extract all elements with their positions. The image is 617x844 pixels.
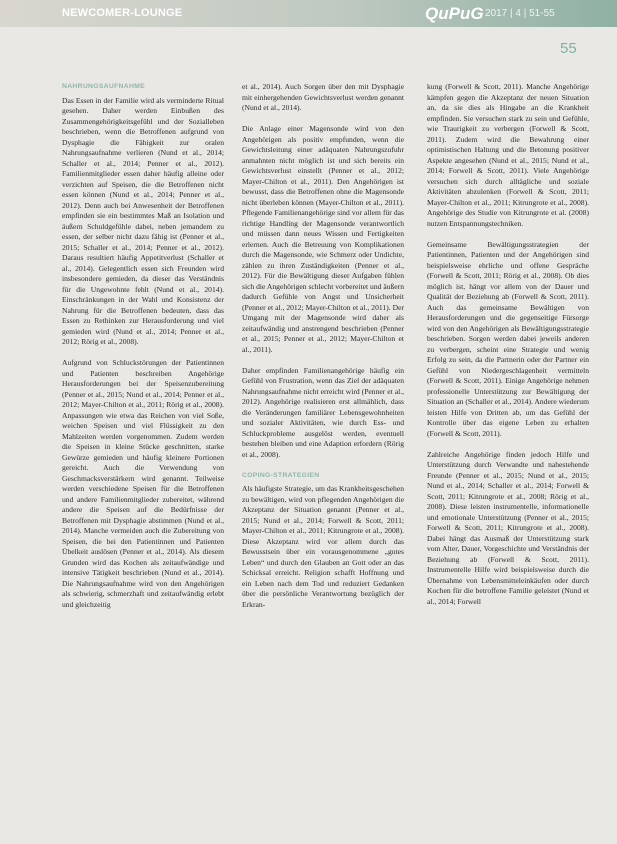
paragraph: Gemeinsame Bewältigungsstrategien der Patientinnen, Patienten und der Angehörigen sind beispielsweise ehrliche und offene Gespräche (Forwell & Scott, 2011; Rörig et al., 2008). Ob dies möglich ist, hängt vor allem von der Dauer und Qualität der Beziehung ab (Forwell & Scott, 2011). Auch das gemeinsame Bewältigen von Herausforderungen und die gegenseitige Fürsorge wird von den Angehörigen als Bewältigungsstrategie beschrieben. Sorgen werden dabei jeweils anderen zu verbergen, scheint eine Strategie und wenig Erfolg zu sein, da die Partnerin oder der Partner ein Gefühl von Niedergeschlagenheit vermitteln (Forwell & Scott, 2011). Einige Angehörige nehmen professionelle Unterstützung zur Bewältigung der Situation an (Schaller et al., 2014). Andere wiederum leisten Hilfe von Dritten ab, um das Gefühl der Kontrolle über das eigene Leben zu erhalten (Forwell & Scott, 2011). — [427, 239, 589, 438]
paragraph: Daher empfinden Familienangehörige häufig ein Gefühl von Frustration, wenn das Ziel der adäquaten Nahrungsaufnahme nicht erreicht wird (Penner et al., 2012). Angehörige realisieren erst allmählich, dass die Veränderungen familiärer Lebensgewohnheiten und sozialer Aktivitäten, wie durch Ess- und Schluckprobleme ausgelöst werden, eventuell bestehen bleiben und eine Adaption erfordern (Rörig et al., 2008). — [242, 365, 404, 459]
paragraph: Zahlreiche Angehörige finden jedoch Hilfe und Unterstützung durch Verwandte und nahestehende Freunde (Penner et al., 2015; Nund et al., 2015; Nund et al., 2014; Schaller et al., 2014; Forwell & Scott, 2011; Kitrungrote et al., 2008; Rörig et al., 2008). Diese leisten instrumentelle, informationelle und emotionale Unterstützung (Penner et al., 2015; Forwell & Scott, 2011; Kitrungrote et al., 2008). Dabei hängt das Ausmaß der Unterstützung stark vom Alter, Dauer, Vorgeschichte und Verständnis der Beziehung ab (Forwell & Scott, 2011). Instrumentelle Hilfe wird beispielsweise durch die Übernahme von Lebensmitteleinkäufen oder durch Kochen für die betroffene Familie geleistet (Nund et al., 2014; Forwell — [427, 449, 589, 606]
text-column-2 — [242, 82, 404, 621]
section-heading-nahrungsaufnahme: NAHRUNGSAUFNAHME — [62, 83, 145, 90]
paragraph: Das Essen in der Familie wird als verminderte Ritual gesehen. Daher werden Einbußen des Zusammengehörigkeitsgefühl und der Sozialleben beschrieben, wenn die Betroffenen aufgrund von Dysphagie die Fähigkeit zur oralen Nahrungsaufnahme verlieren (Nund et al., 2014; Schaller et al., 2014; Penner et al., 2012). Familienmitglieder essen daher häufig alleine oder verzichten auf Speisen, die die Betroffenen nicht essen können (Nund et al., 2014; Penner et al., 2012). Denn auch bei Anwesenheit der Betroffenen empfinden sie ein bestimmtes Maß an Isolation und äußern Schuldgefühle dabei, neben jemandem zu essen, der selber nicht dazu fähig ist (Penner et al., 2015; Schaller et al., 2014; Penner et al., 2012). Daraus resultiert häufig Appetitverlust (Schaller et al., 2014). Gelegentlich essen sich Freunden wird insbesondere gemieden, da dieser das Verständnis für die Ungewohnte fehlt (Nund et al., 2014). Einschränkungen in der Wahl und Konsistenz der Nahrung für die Betroffenen bedeuten, dass das Essen zu Rethinken zur Herausforderung und viel gemieden wird (Nund et al., 2014; Penner et al., 2012; Rörig et al., 2008). — [62, 95, 224, 346]
page-number: 55 — [560, 40, 577, 57]
paragraph: Aufgrund von Schluckstörungen der Patientinnen und Patienten beschreiben Angehörige Herausforderungen bei der Speisenzubereitung (Penner et al., 2015; Nund et al., 2014; Penner et al., 2012; Mayer-Chilton et al., 2011; Rörig et al., 2008). Anpassungen wie etwa das Reichen von viel Soße, weichen Speisen und viel Flüssigkeit zu den Mahlzeiten werden vorgenommen. Zudem werden die Speisen in kleine Stücke geschnitten, starke Gewürze gemieden und häufig kleinere Portionen gereicht. Auch die Verwendung von Geschmacksverstärkern wird genannt. Teilweise werden verschiedene Speisen für die Betroffenen und andere Familienmitglieder zubereitet, während andere die Speisen auf die Bedürfnisse der Betroffenen mit Dysphagie abstimmen (Nund et al., 2014). Manche vermeiden auch die Zubereitung von Speisen, die bei den Patientinnen und Patienten Übelkeit auslösen (Penner et al., 2014). Als diesem Grunden wird das Kochen als zeitaufwändige und intensive Tätigkeit beschrieben (Nund et al., 2014). Die Nahrungsaufnahme wird von den Angehörigen als schwierig, schmerzhaft und zeitaufwändig erlebt und gleichzeitig — [62, 358, 224, 609]
header-bar — [0, 0, 617, 27]
text-column-1 — [62, 82, 224, 621]
journal-logo: QuPuG — [425, 4, 484, 23]
section-title: NEWCOMER-LOUNGE — [62, 7, 183, 19]
paragraph: Die Anlage einer Magensonde wird von den Angehörigen als positiv empfunden, wenn die Gewichtsleitung einer adäquaten Nahrungszufuhr anmahnten nicht möglich ist und sich bereits ein Gewichtsverlust einstellt (Penner et al., 2012; Mayer-Chilton et al., 2011). Den Angehörigen ist bewusst, dass die Betroffenen ohne die Magensonde nicht überleben können (Mayer-Chilton et al., 2011). Pflegende Familienangehörige sind vor allem für das richtige Handling der Magensonde verantwortlich und müssen dann neues Wissen und Fertigkeiten erlernen. Auch die Betreuung von Komplikationen durch die Magensonde, wie Schmerz oder Undichte, zählen zu ihren Zuständigkeiten (Penner et al., 2012). Für die Bewältigung dieser Aufgaben fühlen sich die Angehörigen schlecht vorbereitet und äußern dadurch Gefühle von Angst und Unsicherheit (Penner et al., 2012; Mayer-Chilton et al., 2011). Der Umgang mit der Magensonde wird daher als zeitaufwändig und anstrengend beschrieben (Penner et al., 2015; Penner et al., 2012; Mayer-Chilton et al., 2011). — [242, 124, 404, 354]
text-column-3 — [427, 82, 589, 618]
paragraph: kung (Forwell & Scott, 2011). Manche Angehörige kämpfen gegen die Akzeptanz der neuen Situation an, da sie dies als Hingabe an die Krankheit empfinden. Sie versuchen stark zu sein und Gefühle, wie Traurigkeit zu verbergen (Forwell & Scott, 2011). Zudem wird die Bewahrung einer optimistischen Haltung und die Betonung positiver Aspekte angesehen (Nund et al., 2015; Nund et al., 2014; Forwell & Scott, 2011). Viele Angehörige versuchen sich durch alltägliche und soziale Aktivitäten abzulenken (Forwell & Scott, 2011; Mayer-Chilton et al., 2011; Kitrungrote et al., 2008). Angehörige des Studie von Kitrungrote et al. (2008) nutzen Entspannungstechniken. — [427, 82, 589, 228]
issue-info: 2017 | 4 | 51-55 — [485, 8, 555, 19]
paragraph: et al., 2014). Auch Sorgen über den mit Dysphagie mit einhergehenden Gewichtsverlust werden genannt (Nund et al., 2014). — [242, 82, 404, 112]
section-heading-coping: COPING-STRATEGIEN — [242, 471, 320, 479]
paragraph: Als häufigste Strategie, um das Krankheitsgeschehen zu bewältigen, wird von pflegenden Angehörigen die Akzeptanz der Situation genannt (Penner et al., 2015; Nund et al., 2014; Forwell & Scott, 2011; Mayer-Chilton et al., 2011; Kitrungrote et al., 2008). Diese Akzeptanz wird vor allem durch das Bewusstsein über ein vorausgenommene „gutes Leben“ und durch den Glauben an Gott oder an das Schicksal erreicht. Religion schafft Hoffnung und ein Leben nach dem Tod und reduziert Gedanken über die persönliche Verantwortung bezüglich der Erkran- — [242, 484, 404, 609]
